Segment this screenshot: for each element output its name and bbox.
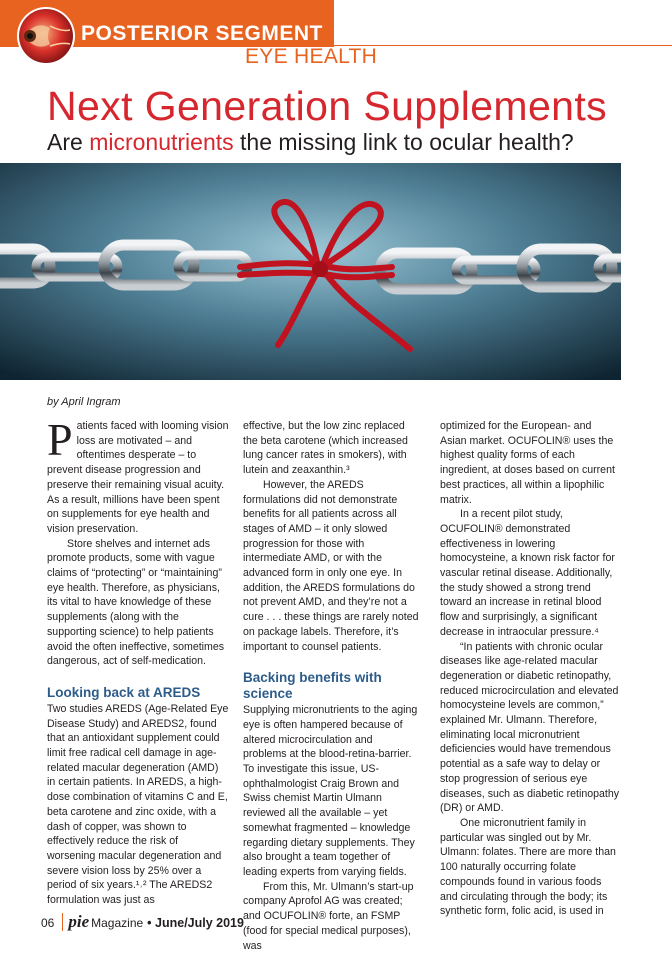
subheading-backing-benefits: Backing benefits with science [243,670,382,702]
issue-date: • June/July 2019 [147,916,244,930]
section-subtitle: EYE HEALTH [245,45,378,68]
magazine-name: Magazine [91,916,144,930]
paragraph: optimized for the European- and Asian market. OCUFOLIN® uses the highest quality forms of each ingredient, at doses based on current best practices, all within a lipophilic matrix. [440,420,615,506]
hero-chain-image [0,163,621,380]
paragraph: One micronutrient family in particular was singled out by Mr. Ulmann: folates. There are more than 100 naturally occurring folate compounds found in various foods and circulating through the body; its synthetic form, folic acid, is used in [440,816,616,918]
paragraph: atients faced with looming vision loss are motivated – and oftentimes desperate – to prevent disease progression and preserve their remaining visual acuity. As a result, millions have been spent on supplements for eye health and vision preservation. [47,420,229,535]
section-title: POSTERIOR SEGMENT [81,22,323,45]
article-column-1 [47,414,229,908]
footer-divider [62,913,63,931]
paragraph: “In patients with chronic ocular diseases like age-related macular degeneration or diabetic retinopathy, reduced microcirculation and elevated homocysteine levels are common,” explained Mr. Ulmann. Therefore, eliminating local micronutrient deficiencies would have tremendous potential as a safe way to delay or stop progression of serious eye diseases, such as diabetic retinopathy (DR) or AMD. [440,640,620,815]
article-column-2 [243,419,419,953]
paragraph: From this, Mr. Ulmann’s start-up company Aprofol AG was created; and OCUFOLIN® forte, an FSMP (food for special medical purposes), was [243,880,414,952]
paragraph: However, the AREDS formulations did not demonstrate benefits for all patients across all stages of AMD – it only slowed progression for those with intermediate AMD, or with the advanced form in only one eye. In addition, the AREDS formulations do not prevent AMD, and they’re not a cure . . . these things are rarely noted on package labels. Therefore, it’s important to counsel patients. [243,478,419,653]
article-headline: Next Generation Supplements [47,83,608,129]
article-deck [47,127,574,157]
byline: by April Ingram [47,396,121,408]
paragraph: In a recent pilot study, OCUFOLIN® demonstrated effectiveness in lowering homocysteine, a known risk factor for vascular retinal disease. Additionally, the study showed a strong trend toward an increase in retinal blood flow and surprisingly, a significant decrease in intraocular pressure.⁴ [440,508,615,638]
article-column-3 [440,419,620,919]
deck-accent-word: micronutrients [89,129,234,155]
paragraph: effective, but the low zinc replaced the beta carotene (which increased lung cancer rates in smokers), with lutein and zeaxanthin.³ [243,420,408,477]
paragraph: Supplying micronutrients to the aging eye is often hampered because of altered microcirculation and problems at the blood-retina-barrier. To investigate this issue, US-ophthalmologist Craig Brown and Swiss chemist Martin Ulmann reviewed all the available – yet somewhat fragmented – knowledge regarding dietary supplements. They also brought a team together of leading experts from varying fields. [243,704,418,878]
page-number: 06 [41,916,55,930]
deck-text-after: the missing link to ocular health? [233,129,574,155]
paragraph: Two studies AREDS (Age-Related Eye Disease Study) and AREDS2, found that an antioxidant supplement could limit free radical cell damage in age-related macular degeneration (AMD) in certain patients. In AREDS, a high-dose combination of vitamins C and E, beta carotene and zinc oxide, with a dash of copper, was shown to effectively reduce the risk of worsening macular degeneration and severe vision loss by 25% over a period of six years.¹˒² The AREDS2 formulation was just as [47,702,229,907]
header-rule [334,45,672,46]
subheading-looking-back: Looking back at AREDS [47,684,201,700]
eye-anatomy-icon [16,6,76,66]
magazine-logo: pie [68,912,90,931]
drop-cap: P [47,414,73,465]
page-footer [41,912,244,932]
deck-text-before: Are [47,129,90,155]
paragraph: Store shelves and internet ads promote products, some with vague claims of “protecting” or “maintaining” eye health. Therefore, as physicians, its vital to have knowledge of these supplements (along with the supporting science) to help patients avoid the often ineffective, sometimes dangerous, act of self-medication. [47,537,225,668]
